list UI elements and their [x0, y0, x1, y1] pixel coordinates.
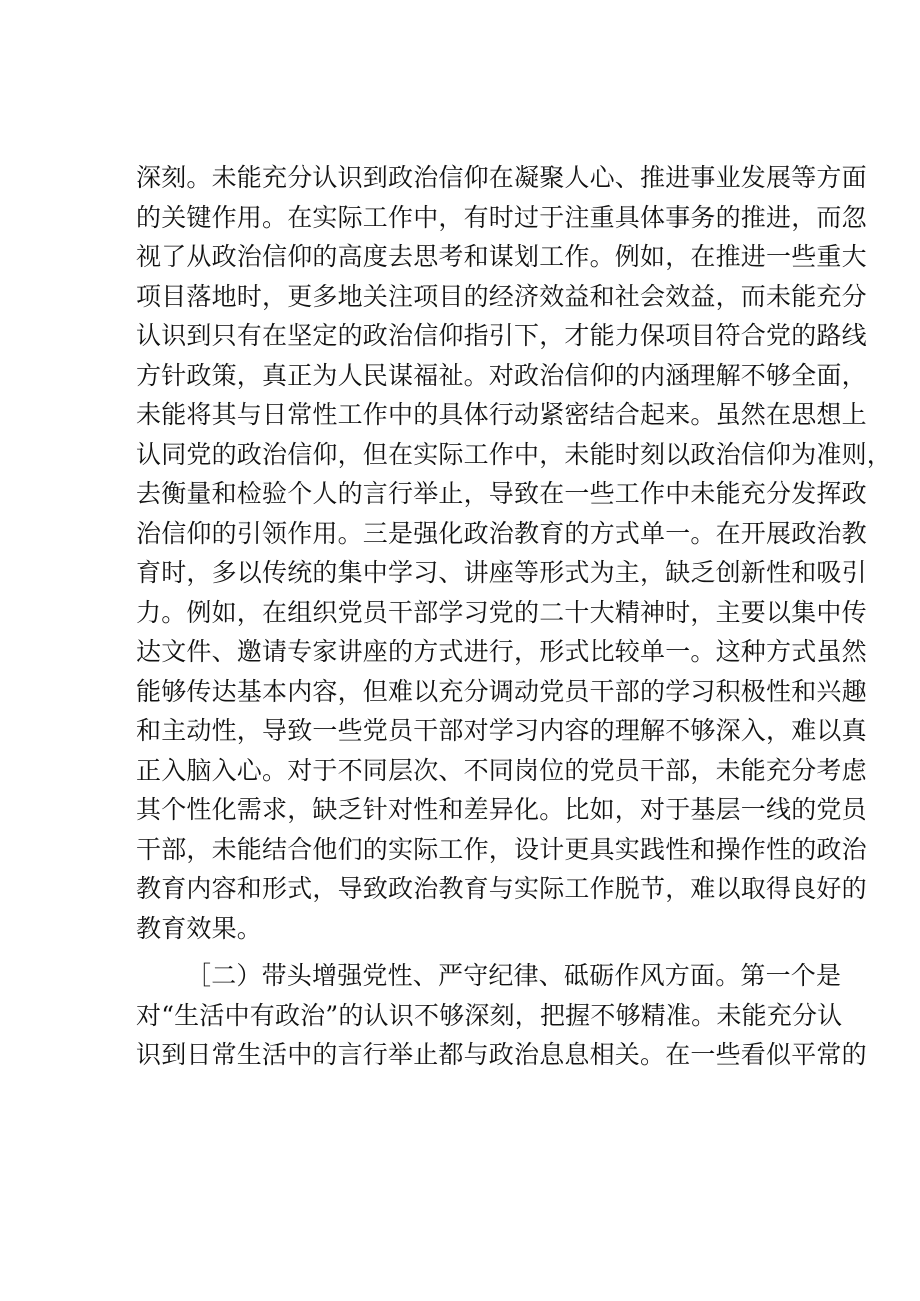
text-line: 去衡量和检验个人的言行举止，导致在一些工作中未能充分发挥政: [136, 479, 867, 508]
text-line: 认识到只有在坚定的政治信仰指引下，才能力保项目符合党的路线: [136, 321, 867, 350]
text-line: 力。例如，在组织党员干部学习党的二十大精神时，主要以集中传: [136, 597, 867, 627]
text-line: 达文件、邀请专家讲座的方式进行，形式比较单一。这种方式虽然: [136, 637, 867, 666]
text-line: 其个性化需求，缺乏针对性和差异化。比如，对于基层一线的党员: [136, 795, 867, 824]
text-line: 和主动性，导致一些党员干部对学习内容的理解不够深入，难以真: [136, 716, 867, 745]
text-line: 方针政策，真正为人民谋福祉。对政治信仰的内涵理解不够全面，: [136, 360, 867, 390]
text-line: 的关键作用。在实际工作中，有时过于注重具体事务的推进，而忽: [136, 202, 867, 232]
text-line: 育时，多以传统的集中学习、讲座等形式为主，缺乏创新性和吸引: [136, 558, 867, 587]
text-line: 对“生活中有政治”的认识不够深刻，把握不够精准。未能充分认: [136, 1000, 843, 1030]
text-line: 深刻。未能充分认识到政治信仰在凝聚人心、推进事业发展等方面: [136, 163, 867, 192]
text-line: 视了从政治信仰的高度去思考和谋划工作。例如，在推进一些重大: [136, 242, 867, 271]
text-line: 正入脑入心。对于不同层次、不同岗位的党员干部，未能充分考虑: [136, 755, 867, 785]
text-line: 治信仰的引领作用。三是强化政治教育的方式单一。在开展政治教: [136, 518, 867, 548]
text-line: 识到日常生活中的言行举止都与政治息息相关。在一些看似平常的: [136, 1040, 867, 1069]
paragraph-1: [136, 158, 893, 948]
text-line: 未能将其与日常性工作中的具体行动紧密结合起来。虽然在思想上: [136, 400, 867, 429]
text-line: 认同党的政治信仰，但在实际工作中，未能时刻以政治信仰为准则，: [136, 439, 893, 469]
text-line: 教育内容和形式，导致政治教育与实际工作脱节，难以取得良好的: [136, 874, 867, 903]
text-line: 教育效果。: [136, 913, 263, 943]
text-line: 项目落地时，更多地关注项目的经济效益和社会效益，而未能充分: [136, 281, 867, 311]
text-line: 干部，未能结合他们的实际工作，设计更具实践性和操作性的政治: [136, 834, 867, 864]
text-line: ［二）带头增强党性、严守纪律、砥砺作风方面。第一个是: [186, 961, 842, 990]
document-body: [136, 158, 893, 1075]
paragraph-2: [136, 956, 867, 1075]
text-line: 能够传达基本内容，但难以充分调动党员干部的学习积极性和兴趣: [136, 676, 867, 706]
